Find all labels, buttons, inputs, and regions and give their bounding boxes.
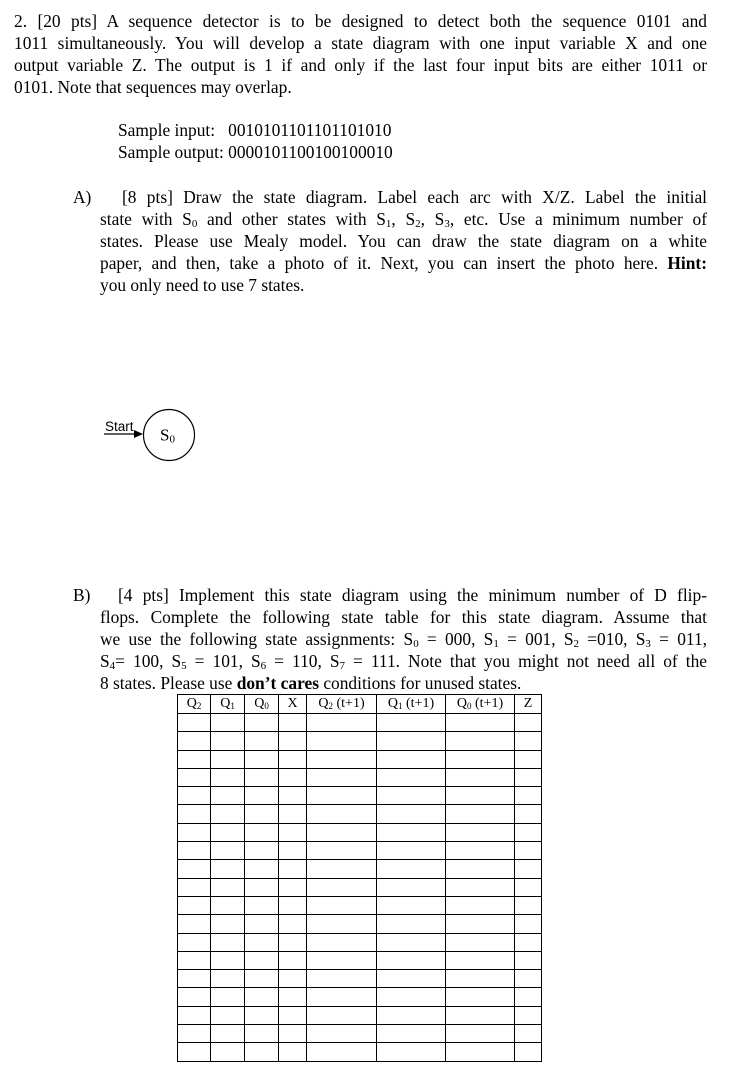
table-cell[interactable] bbox=[279, 860, 307, 878]
table-cell[interactable] bbox=[211, 860, 245, 878]
table-cell[interactable] bbox=[245, 915, 279, 933]
table-cell[interactable] bbox=[515, 860, 542, 878]
sample-input-label: Sample input: bbox=[118, 120, 216, 140]
table-cell[interactable] bbox=[515, 823, 542, 841]
table-cell[interactable] bbox=[377, 951, 446, 969]
table-cell[interactable] bbox=[178, 896, 211, 914]
table-cell[interactable] bbox=[377, 860, 446, 878]
table-cell[interactable] bbox=[515, 768, 542, 786]
table-row bbox=[178, 842, 542, 860]
table-cell[interactable] bbox=[211, 787, 245, 805]
table-cell[interactable] bbox=[307, 878, 377, 896]
table-row bbox=[178, 970, 542, 988]
table-cell[interactable] bbox=[178, 860, 211, 878]
table-cell[interactable] bbox=[307, 1043, 377, 1061]
table-cell[interactable] bbox=[178, 951, 211, 969]
state-assignment-5: $S_5 = 101$, bbox=[163, 651, 243, 672]
table-cell[interactable] bbox=[279, 951, 307, 969]
table-cell[interactable] bbox=[178, 1025, 211, 1043]
start-label: Start bbox=[105, 419, 134, 434]
table-cell[interactable] bbox=[377, 787, 446, 805]
table-row bbox=[178, 1006, 542, 1024]
table-cell[interactable] bbox=[446, 805, 515, 823]
table-cell[interactable] bbox=[245, 714, 279, 732]
table-cell[interactable] bbox=[377, 1043, 446, 1061]
table-cell[interactable] bbox=[307, 732, 377, 750]
table-cell[interactable] bbox=[279, 878, 307, 896]
table-cell[interactable] bbox=[307, 750, 377, 768]
table-cell[interactable] bbox=[446, 860, 515, 878]
table-cell[interactable] bbox=[279, 714, 307, 732]
table-cell[interactable] bbox=[211, 714, 245, 732]
table-cell[interactable] bbox=[515, 878, 542, 896]
table-cell[interactable] bbox=[515, 750, 542, 768]
table-cell[interactable] bbox=[446, 842, 515, 860]
part-b-line-5: 8 states. Please use don’t cares conditions for unused states. bbox=[100, 673, 522, 693]
table-cell[interactable] bbox=[245, 1006, 279, 1024]
table-cell[interactable] bbox=[178, 714, 211, 732]
table-cell[interactable] bbox=[377, 1025, 446, 1043]
state-table-body bbox=[178, 714, 542, 1062]
start-arrow-head bbox=[134, 430, 143, 438]
table-row bbox=[178, 768, 542, 786]
table-cell[interactable] bbox=[279, 750, 307, 768]
table-cell[interactable] bbox=[178, 787, 211, 805]
state-assignment-3: $S_3 = 011$, bbox=[627, 629, 707, 650]
table-cell[interactable] bbox=[377, 732, 446, 750]
table-cell[interactable] bbox=[211, 1043, 245, 1061]
column-header-1: $Q_1$ bbox=[211, 695, 245, 714]
table-row bbox=[178, 933, 542, 951]
table-cell[interactable] bbox=[279, 1025, 307, 1043]
table-cell[interactable] bbox=[245, 933, 279, 951]
table-cell[interactable] bbox=[515, 1043, 542, 1061]
table-cell[interactable] bbox=[515, 970, 542, 988]
table-row bbox=[178, 1043, 542, 1061]
table-cell[interactable] bbox=[211, 878, 245, 896]
table-cell[interactable] bbox=[245, 988, 279, 1006]
part-b-line-4: $S_4= 100$, $S_5 = 101$, $S_6 = 110$, $S_7 = 111$. Note that you might not need all of the bbox=[100, 651, 707, 672]
table-cell[interactable] bbox=[307, 787, 377, 805]
table-cell[interactable] bbox=[377, 878, 446, 896]
table-cell[interactable] bbox=[377, 896, 446, 914]
sample-input-value: 0010101101101101010 bbox=[228, 120, 392, 140]
table-cell[interactable] bbox=[446, 714, 515, 732]
state-assignment-0: $S_0 = 000$, bbox=[395, 629, 476, 650]
table-cell[interactable] bbox=[211, 1006, 245, 1024]
table-cell[interactable] bbox=[211, 970, 245, 988]
table-cell[interactable] bbox=[178, 933, 211, 951]
part-b bbox=[73, 584, 707, 694]
part-b-line-3: we use the following state assignments: $S_0 = 000$, $S_1 = 001$, $S_2 =010$, $S_3 = 011$, bbox=[100, 629, 707, 650]
table-cell[interactable] bbox=[377, 933, 446, 951]
column-header-4: $Q_2$ (t+1) bbox=[307, 695, 377, 714]
table-cell[interactable] bbox=[515, 915, 542, 933]
column-header-3: X bbox=[279, 695, 307, 714]
table-cell[interactable] bbox=[515, 933, 542, 951]
table-cell[interactable] bbox=[279, 896, 307, 914]
table-cell[interactable] bbox=[279, 988, 307, 1006]
table-cell[interactable] bbox=[377, 970, 446, 988]
table-cell[interactable] bbox=[279, 787, 307, 805]
table-cell[interactable] bbox=[446, 750, 515, 768]
state-assignment-7: $S_7 = 111$. bbox=[321, 651, 401, 672]
sample-input-row bbox=[118, 119, 393, 141]
hint-label: Hint: bbox=[667, 253, 707, 273]
table-cell[interactable] bbox=[178, 732, 211, 750]
part-a-line-2: state with $S_0$ and other states with $S_1$, $S_2$, $S_3$, etc. Use a minimum number of bbox=[100, 209, 707, 230]
table-cell[interactable] bbox=[211, 768, 245, 786]
table-cell[interactable] bbox=[279, 805, 307, 823]
table-cell[interactable] bbox=[211, 933, 245, 951]
table-cell[interactable] bbox=[245, 732, 279, 750]
table-cell[interactable] bbox=[515, 787, 542, 805]
table-cell[interactable] bbox=[279, 842, 307, 860]
table-cell[interactable] bbox=[515, 732, 542, 750]
table-cell[interactable] bbox=[279, 933, 307, 951]
table-row bbox=[178, 915, 542, 933]
table-cell[interactable] bbox=[211, 823, 245, 841]
problem-number: 2. bbox=[14, 11, 28, 31]
table-cell[interactable] bbox=[211, 951, 245, 969]
table-cell[interactable] bbox=[245, 768, 279, 786]
table-cell[interactable] bbox=[446, 823, 515, 841]
problem-points: [20 pts] bbox=[37, 11, 98, 31]
table-row bbox=[178, 878, 542, 896]
table-row bbox=[178, 714, 542, 732]
table-cell[interactable] bbox=[279, 1043, 307, 1061]
table-cell[interactable] bbox=[515, 842, 542, 860]
state-table bbox=[177, 694, 542, 1062]
table-row bbox=[178, 988, 542, 1006]
samples bbox=[118, 119, 393, 163]
table-cell[interactable] bbox=[307, 933, 377, 951]
table-cell[interactable] bbox=[307, 768, 377, 786]
table-cell[interactable] bbox=[178, 988, 211, 1006]
table-cell[interactable] bbox=[307, 1025, 377, 1043]
part-b-line-1: [4 pts] Implement this state diagram using the minimum number of D flip- bbox=[118, 585, 707, 605]
intro-line-1: 2. [20 pts] A sequence detector is to be designed to detect both the sequence 0101 and bbox=[14, 11, 707, 31]
table-cell[interactable] bbox=[446, 933, 515, 951]
table-cell[interactable] bbox=[245, 805, 279, 823]
table-row bbox=[178, 896, 542, 914]
part-a-line-3: states. Please use Mealy model. You can draw the state diagram on a white bbox=[100, 231, 707, 251]
column-header-2: $Q_0$ bbox=[245, 695, 279, 714]
table-cell[interactable] bbox=[515, 714, 542, 732]
table-cell[interactable] bbox=[377, 823, 446, 841]
table-cell[interactable] bbox=[307, 988, 377, 1006]
table-cell[interactable] bbox=[279, 1006, 307, 1024]
table-cell[interactable] bbox=[377, 1006, 446, 1024]
table-cell[interactable] bbox=[178, 750, 211, 768]
table-row bbox=[178, 951, 542, 969]
table-row bbox=[178, 787, 542, 805]
table-cell[interactable] bbox=[178, 823, 211, 841]
table-cell[interactable] bbox=[446, 915, 515, 933]
table-cell[interactable] bbox=[515, 1025, 542, 1043]
column-header-5: $Q_1$ (t+1) bbox=[377, 695, 446, 714]
table-cell[interactable] bbox=[377, 915, 446, 933]
table-cell[interactable] bbox=[211, 842, 245, 860]
table-cell[interactable] bbox=[178, 915, 211, 933]
table-cell[interactable] bbox=[279, 915, 307, 933]
table-cell[interactable] bbox=[211, 805, 245, 823]
state-assignment-6: $S_6 = 110$, bbox=[242, 651, 322, 672]
table-cell[interactable] bbox=[211, 896, 245, 914]
state-s0-label: S0 bbox=[160, 425, 175, 446]
table-cell[interactable] bbox=[307, 714, 377, 732]
table-cell[interactable] bbox=[307, 1006, 377, 1024]
table-cell[interactable] bbox=[279, 732, 307, 750]
table-cell[interactable] bbox=[178, 1006, 211, 1024]
part-b-line-2: flops. Complete the following state table for this state diagram. Assume that bbox=[100, 607, 707, 627]
table-cell[interactable] bbox=[515, 805, 542, 823]
table-cell[interactable] bbox=[211, 1025, 245, 1043]
table-cell[interactable] bbox=[446, 970, 515, 988]
table-cell[interactable] bbox=[279, 768, 307, 786]
table-cell[interactable] bbox=[515, 896, 542, 914]
sample-output-row bbox=[118, 141, 393, 163]
column-header-0: $Q_2$ bbox=[178, 695, 211, 714]
table-cell[interactable] bbox=[307, 915, 377, 933]
part-a-line-5: you only need to use 7 states. bbox=[100, 275, 305, 295]
part-a-line-4: paper, and then, take a photo of it. Next, you can insert the photo here. Hint: bbox=[100, 253, 707, 273]
table-cell[interactable] bbox=[377, 842, 446, 860]
part-a-line-1: [8 pts] Draw the state diagram. Label each arc with X/Z. Label the initial bbox=[122, 187, 707, 207]
table-cell[interactable] bbox=[377, 805, 446, 823]
table-cell[interactable] bbox=[515, 1006, 542, 1024]
table-row bbox=[178, 805, 542, 823]
table-cell[interactable] bbox=[515, 988, 542, 1006]
table-cell[interactable] bbox=[446, 787, 515, 805]
table-row bbox=[178, 732, 542, 750]
column-header-7: Z bbox=[515, 695, 542, 714]
table-cell[interactable] bbox=[446, 1043, 515, 1061]
table-cell[interactable] bbox=[245, 842, 279, 860]
table-cell[interactable] bbox=[446, 896, 515, 914]
table-cell[interactable] bbox=[279, 823, 307, 841]
table-cell[interactable] bbox=[377, 988, 446, 1006]
table-cell[interactable] bbox=[307, 860, 377, 878]
intro-line-4: 0101. Note that sequences may overlap. bbox=[14, 77, 292, 97]
part-a-label: A) bbox=[73, 187, 92, 207]
table-cell[interactable] bbox=[245, 878, 279, 896]
table-cell[interactable] bbox=[307, 823, 377, 841]
table-cell[interactable] bbox=[245, 750, 279, 768]
table-cell[interactable] bbox=[446, 988, 515, 1006]
state-table-header bbox=[178, 695, 542, 714]
table-cell[interactable] bbox=[245, 787, 279, 805]
table-cell[interactable] bbox=[178, 1043, 211, 1061]
table-cell[interactable] bbox=[446, 1006, 515, 1024]
sample-output-label: Sample output: bbox=[118, 142, 224, 162]
part-a-text bbox=[100, 186, 707, 296]
table-row bbox=[178, 823, 542, 841]
column-header-6: $Q_0$ (t+1) bbox=[446, 695, 515, 714]
table-cell[interactable] bbox=[446, 768, 515, 786]
state-assignment-1: $S_1 = 001$, bbox=[475, 629, 556, 650]
table-cell[interactable] bbox=[211, 988, 245, 1006]
table-cell[interactable] bbox=[279, 970, 307, 988]
table-cell[interactable] bbox=[245, 951, 279, 969]
table-cell[interactable] bbox=[377, 714, 446, 732]
problem-intro bbox=[14, 10, 707, 98]
table-cell[interactable] bbox=[515, 951, 542, 969]
table-cell[interactable] bbox=[307, 896, 377, 914]
sample-output-value: 0000101100100100010 bbox=[228, 142, 393, 162]
table-cell[interactable] bbox=[446, 1025, 515, 1043]
intro-line-2: 1011 simultaneously. You will develop a state diagram with one input variable X and one bbox=[14, 33, 707, 53]
table-cell[interactable] bbox=[446, 878, 515, 896]
table-cell[interactable] bbox=[307, 805, 377, 823]
table-cell[interactable] bbox=[178, 878, 211, 896]
table-cell[interactable] bbox=[377, 750, 446, 768]
state-diagram bbox=[0, 400, 755, 470]
table-cell[interactable] bbox=[211, 915, 245, 933]
table-cell[interactable] bbox=[307, 842, 377, 860]
part-a bbox=[73, 186, 707, 296]
table-cell[interactable] bbox=[245, 970, 279, 988]
table-row bbox=[178, 860, 542, 878]
table-cell[interactable] bbox=[245, 823, 279, 841]
state-assignment-2: $S_2 =010$, bbox=[555, 629, 628, 650]
table-cell[interactable] bbox=[178, 842, 211, 860]
table-cell[interactable] bbox=[377, 768, 446, 786]
table-cell[interactable] bbox=[245, 896, 279, 914]
table-cell[interactable] bbox=[245, 1043, 279, 1061]
table-cell[interactable] bbox=[245, 1025, 279, 1043]
table-cell[interactable] bbox=[446, 951, 515, 969]
part-b-label: B) bbox=[73, 585, 91, 605]
intro-line-3: output variable Z. The output is 1 if and only if the last four input bits are either 1011 or bbox=[14, 55, 707, 75]
table-cell[interactable] bbox=[307, 970, 377, 988]
dont-cares-text: don’t cares bbox=[236, 673, 319, 693]
table-row bbox=[178, 1025, 542, 1043]
table-cell[interactable] bbox=[178, 768, 211, 786]
table-cell[interactable] bbox=[211, 750, 245, 768]
table-cell[interactable] bbox=[178, 970, 211, 988]
state-assignment-4: $S_4= 100$, bbox=[100, 651, 164, 672]
part-b-text bbox=[100, 584, 707, 694]
table-cell[interactable] bbox=[307, 951, 377, 969]
table-cell[interactable] bbox=[178, 805, 211, 823]
table-cell[interactable] bbox=[446, 732, 515, 750]
table-cell[interactable] bbox=[211, 732, 245, 750]
table-row bbox=[178, 750, 542, 768]
table-cell[interactable] bbox=[245, 860, 279, 878]
